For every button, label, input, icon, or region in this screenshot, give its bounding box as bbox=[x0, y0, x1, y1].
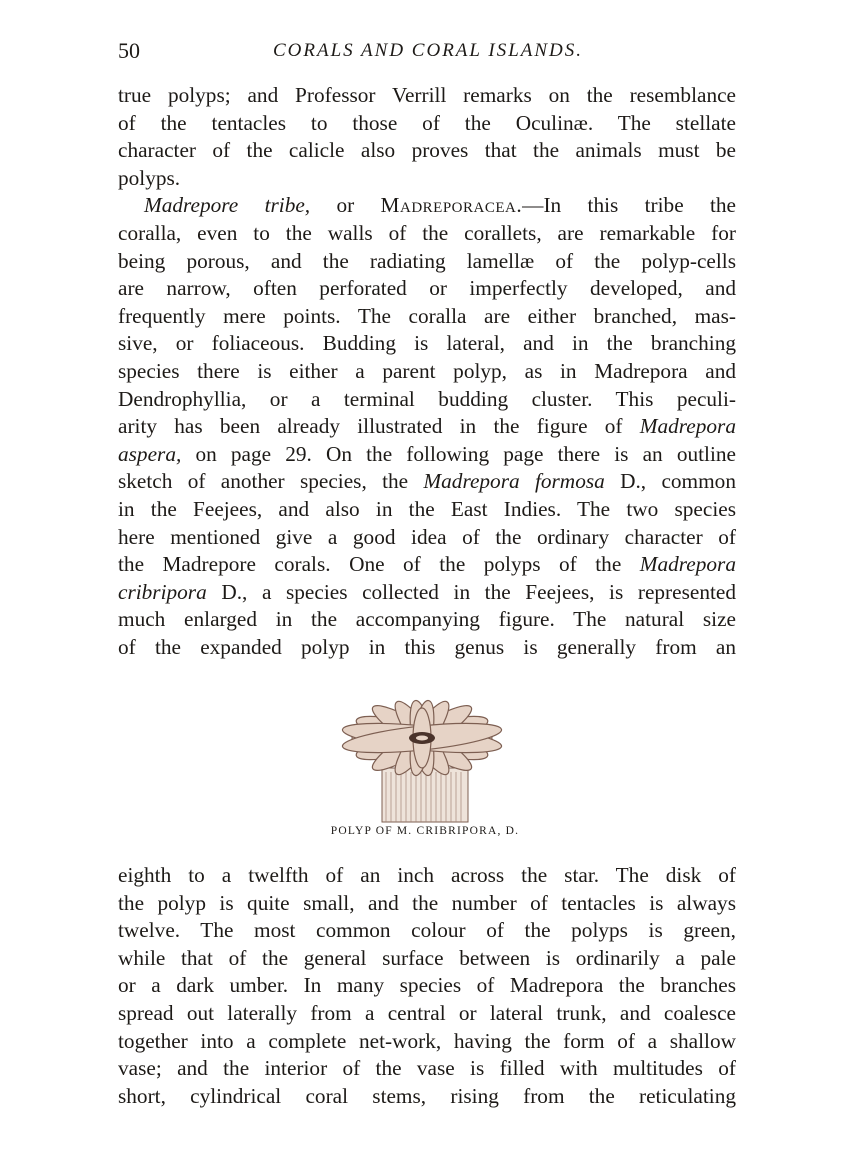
text-line: sive, or foliaceous. Budding is lateral, and in the branching bbox=[118, 331, 736, 356]
text-line bbox=[118, 579, 736, 607]
text-line bbox=[118, 441, 736, 469]
text-line: while that of the general surface between is ordinarily a pale bbox=[118, 945, 736, 970]
text-line: of the tentacles to those of the Oculinæ. The stellate bbox=[118, 110, 736, 135]
text-fragment: or bbox=[310, 193, 381, 218]
polyp-mouth bbox=[416, 736, 428, 741]
text-line: species there is either a parent polyp, as in Madrepora and bbox=[118, 358, 736, 383]
text-line: in the Feejees, and also in the East Indies. The two species bbox=[118, 496, 736, 521]
italic-term: Madrepore tribe, bbox=[144, 193, 311, 218]
text-line: coralla, even to the walls of the corallets, are remarkable for bbox=[118, 220, 736, 245]
text-line: here mentioned give a good idea of the ordinary character of bbox=[118, 524, 736, 549]
text-line: vase; and the interior of the vase is filled with multitudes of bbox=[118, 1056, 736, 1081]
italic-term: Madrepora bbox=[639, 552, 736, 577]
text-line: true polyps; and Professor Verrill remarks on the resemblance bbox=[118, 83, 736, 107]
text-block-top bbox=[118, 82, 736, 661]
polyp-illustration bbox=[272, 676, 572, 824]
italic-term: Madrepora formosa bbox=[423, 469, 605, 494]
italic-term: cribripora bbox=[118, 579, 207, 604]
page-number: 50 bbox=[118, 38, 140, 63]
text-line: short, cylindrical coral stems, rising from the reticulating bbox=[118, 1083, 736, 1108]
text-line: character of the calicle also proves that the animals must be bbox=[118, 138, 736, 163]
text-line bbox=[118, 413, 736, 441]
text-fragment: the Madrepore corals. One of the polyps of the bbox=[118, 552, 640, 577]
text-line: spread out laterally from a central or lateral trunk, and coalesce bbox=[118, 1000, 736, 1025]
text-fragment: D., a species collected in the Feejees, is represented bbox=[206, 579, 736, 604]
text-line: much enlarged in the accompanying figure. The natural size bbox=[118, 607, 736, 632]
text-line bbox=[118, 468, 736, 496]
text-fragment: on page 29. On the following page there is an outline bbox=[181, 441, 736, 466]
text-line: being porous, and the radiating lamellæ of the polyp-cells bbox=[118, 248, 736, 273]
italic-term: aspera, bbox=[118, 441, 182, 466]
text-block-bottom bbox=[118, 862, 736, 1110]
text-fragment: arity has been already illustrated in the figure of bbox=[118, 414, 640, 439]
text-line: together into a complete net-work, having the form of a shallow bbox=[118, 1028, 736, 1053]
running-head: CORALS AND CORAL ISLANDS. bbox=[272, 40, 584, 61]
page-header bbox=[118, 38, 738, 68]
text-line: Dendrophyllia, or a terminal budding cluster. This peculi- bbox=[118, 386, 736, 411]
text-line: twelve. The most common colour of the polyps is green, bbox=[118, 918, 736, 943]
text-line: frequently mere points. The coralla are either branched, mas- bbox=[118, 303, 736, 328]
text-line bbox=[118, 192, 736, 220]
text-fragment: D., common bbox=[604, 469, 736, 494]
text-line: polyps. bbox=[118, 165, 181, 190]
text-line: or a dark umber. In many species of Madrepora the branches bbox=[118, 973, 736, 998]
smallcaps-term: Madreporacea. bbox=[380, 193, 523, 218]
text-line: the polyp is quite small, and the number of tentacles is always bbox=[118, 890, 736, 915]
text-line: eighth to a twelfth of an inch across the star. The disk of bbox=[118, 863, 736, 887]
figure-caption: POLYP OF M. CRIBRIPORA, D. bbox=[330, 825, 520, 837]
text-fragment: sketch of another species, the bbox=[118, 469, 424, 494]
polyp-stem bbox=[382, 768, 468, 822]
italic-term: Madrepora bbox=[639, 414, 736, 439]
text-fragment: —In this tribe the bbox=[522, 193, 737, 218]
text-line bbox=[118, 551, 736, 579]
text-line: are narrow, often perforated or imperfectly developed, and bbox=[118, 276, 736, 301]
text-line: of the expanded polyp in this genus is generally from an bbox=[118, 634, 736, 659]
